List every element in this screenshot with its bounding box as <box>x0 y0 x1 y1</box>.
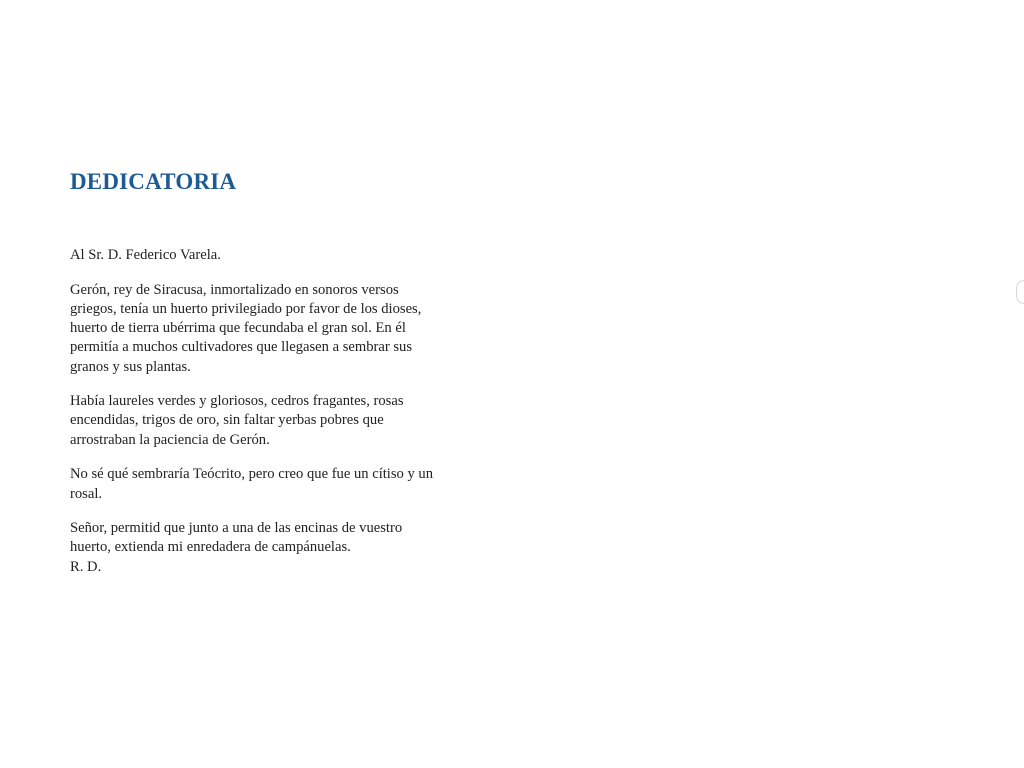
paragraph: No sé qué sembraría Teócrito, pero creo que fue un cítiso y un rosal. <box>70 466 434 502</box>
closing-paragraph <box>70 519 440 577</box>
salutation: Al Sr. D. Federico Varela. <box>70 247 221 263</box>
paragraph: Gerón, rey de Siracusa, inmortalizado en sonoros versos griegos, tenía un huerto privilegiado por favor de los dioses, huerto de tierra ubérrima que fecundaba el gran sol. En él permitía a muchos cultivadores que llegasen a sembrar sus granos y sus plantas. <box>70 281 422 375</box>
signature: R. D. <box>70 558 102 575</box>
page-turn-handle[interactable] <box>1016 280 1024 304</box>
page-title: DEDICATORIA <box>70 169 237 194</box>
document-body <box>70 246 440 577</box>
paragraph: Había laureles verdes y gloriosos, cedros fragantes, rosas encendidas, trigos de oro, sin faltar yerbas pobres que arrostraban la paciencia de Gerón. <box>70 393 404 448</box>
paragraph-text: Señor, permitid que junto a una de las encinas de vuestro huerto, extienda mi enredadera de campánuelas. <box>70 520 403 556</box>
